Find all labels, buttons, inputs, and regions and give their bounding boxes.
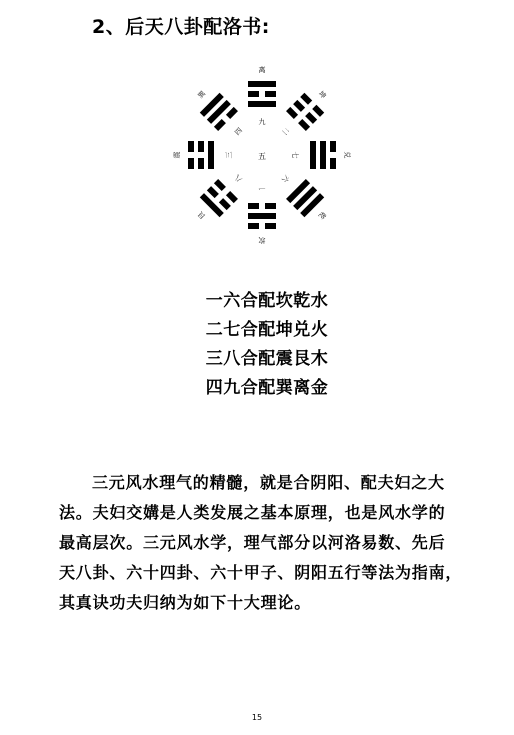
yang-line xyxy=(310,141,316,169)
luoshu-number-label: 八 xyxy=(233,173,244,184)
yin-line-segment xyxy=(312,105,324,117)
luoshu-number-label: 六 xyxy=(280,173,291,184)
yang-line xyxy=(248,101,276,107)
trigram-name-label: 巽 xyxy=(196,89,208,101)
yin-line-segment xyxy=(214,179,226,191)
rule-line: 四九合配巽离金 xyxy=(205,378,329,398)
yin-line-segment xyxy=(330,141,336,152)
paragraph-line: 其真诀功夫归纳为如下十大理论。 xyxy=(59,593,312,612)
yin-line-segment xyxy=(330,158,336,169)
rule-line: 一六合配坎乾水 xyxy=(205,291,329,311)
luoshu-number-label: 三 xyxy=(225,151,233,159)
yin-line-segment xyxy=(219,198,231,210)
page-number: 15 xyxy=(251,713,263,722)
trigram-艮 xyxy=(189,166,251,228)
trigram-巽 xyxy=(188,81,251,144)
luoshu-number-label: 二 xyxy=(280,126,291,137)
luoshu-number-label: 七 xyxy=(291,151,299,159)
yin-line-segment xyxy=(248,203,259,209)
rule-line: 二七合配坤兑火 xyxy=(205,320,329,340)
paragraph-line: 法。夫妇交媾是人类发展之基本原理，也是风水学的 xyxy=(59,503,446,522)
yin-line-segment xyxy=(226,107,238,119)
trigram-name-label: 艮 xyxy=(196,209,208,221)
trigram-坎 xyxy=(248,184,276,245)
trigram-name-label: 坤 xyxy=(316,89,328,101)
luoshu-number-label: 四 xyxy=(233,126,244,137)
yang-line xyxy=(208,141,214,169)
luoshu-number-label: 九 xyxy=(258,118,266,126)
yang-line xyxy=(248,81,276,87)
yin-line-segment xyxy=(298,119,310,131)
yin-line-segment xyxy=(214,119,226,131)
trigram-name-label: 乾 xyxy=(316,209,328,221)
rule-line: 三八合配震艮木 xyxy=(205,349,329,369)
yin-line-segment xyxy=(198,141,204,152)
luoshu-number-label: 一 xyxy=(258,184,266,192)
bagua-luoshu-diagram xyxy=(167,60,357,250)
yin-line-segment xyxy=(300,93,312,105)
yin-line-segment xyxy=(293,100,305,112)
trigram-name-label: 离 xyxy=(258,66,266,74)
yang-line xyxy=(248,213,276,219)
trigram-坤 xyxy=(273,81,336,144)
trigram-name-label: 兑 xyxy=(343,151,351,159)
yin-line-segment xyxy=(207,186,219,198)
yin-line-segment xyxy=(198,158,204,169)
section-heading: 2、后天八卦配洛书: xyxy=(92,16,270,38)
yin-line-segment xyxy=(286,107,298,119)
yin-line-segment xyxy=(226,191,238,203)
yin-line-segment xyxy=(265,223,276,229)
trigram-离 xyxy=(248,65,276,126)
yin-line-segment xyxy=(248,91,259,97)
paragraph-line: 三元风水理气的精髓，就是合阴阳、配夫妇之大 xyxy=(92,473,445,492)
pairing-rules xyxy=(0,287,514,403)
trigram-兑 xyxy=(291,141,352,169)
yin-line-segment xyxy=(188,158,194,169)
paragraph-line: 天八卦、六十四卦、六十甲子、阴阳五行等法为指南， xyxy=(59,563,463,582)
yin-line-segment xyxy=(265,203,276,209)
trigram-震 xyxy=(172,141,233,169)
trigram-name-label: 震 xyxy=(173,151,181,159)
yin-line-segment xyxy=(265,91,276,97)
paragraph-line: 最高层次。三元风水学，理气部分以河洛易数、先后 xyxy=(59,533,446,552)
yin-line-segment xyxy=(248,223,259,229)
trigram-乾 xyxy=(273,166,336,229)
center-number: 五 xyxy=(258,152,266,161)
yin-line-segment xyxy=(188,141,194,152)
yang-line xyxy=(320,141,326,169)
yin-line-segment xyxy=(305,112,317,124)
body-paragraph xyxy=(59,468,479,618)
trigram-name-label: 坎 xyxy=(258,236,266,244)
